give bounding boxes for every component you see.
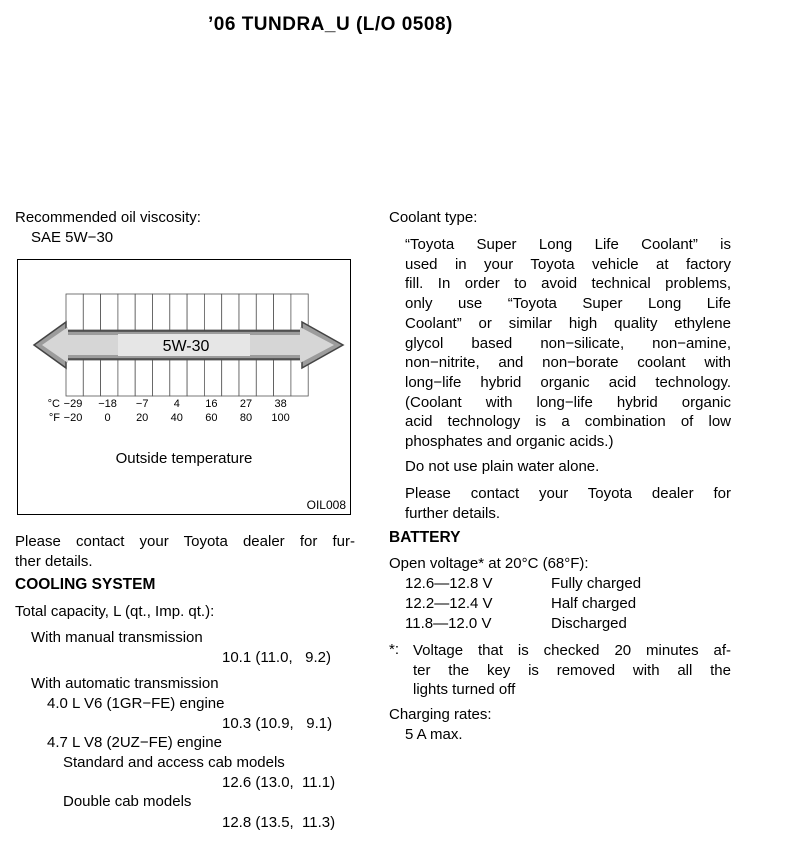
figure-id: OIL008 (306, 498, 346, 512)
celsius-tick-label: 4 (173, 398, 180, 410)
open-voltage-label: Open voltage* at 20°C (68°F): (389, 555, 589, 572)
oil-viscosity-label: Recommended oil viscosity: (15, 209, 201, 226)
footnote-mark: *: (389, 641, 400, 658)
grid-cell-top (187, 294, 204, 330)
celsius-tick-label: 38 (274, 398, 287, 410)
total-capacity-label: Total capacity, L (qt., Imp. qt.): (15, 603, 215, 620)
coolant-type-label: Coolant type: (389, 209, 478, 226)
standard-cab-label: Standard and access cab models (63, 754, 285, 771)
viscosity-chart (18, 260, 350, 514)
oil-viscosity-value: SAE 5W−30 (31, 229, 114, 246)
charging-rates-label: Charging rates: (389, 706, 492, 723)
fahrenheit-tick-label: 100 (271, 412, 290, 424)
v6-engine-label: 4.0 L V6 (1GR−FE) engine (47, 695, 225, 712)
manual-transmission-label: With manual transmission (31, 629, 203, 646)
battery-status-2: Half charged (551, 595, 637, 612)
oil-contact-note: Please contact your Toyota dealer for fur- ther details. (15, 533, 355, 570)
grid-cell-bottom (66, 360, 83, 396)
grid-cell-top (256, 294, 273, 330)
double-cab-label: Double cab models (63, 793, 192, 810)
battery-status-3: Discharged (551, 615, 627, 632)
celsius-tick-label: 27 (239, 398, 253, 410)
grid-cell-top (239, 294, 256, 330)
fahrenheit-unit-label: °F (48, 412, 60, 424)
grid-cell-top (222, 294, 239, 330)
battery-heading: BATTERY (389, 529, 461, 546)
grid-cell-bottom (204, 360, 221, 396)
v8-engine-label: 4.7 L V8 (2UZ−FE) engine (47, 734, 222, 751)
celsius-tick-label: 16 (205, 398, 218, 410)
celsius-unit-label: °C (47, 398, 60, 410)
celsius-tick-label: −29 (63, 398, 83, 410)
charging-rates-value: 5 A max. (405, 726, 463, 743)
voltage-footnote: Voltage that is checked 20 minutes af- ter the key is removed with all the lights turned off (413, 642, 731, 699)
battery-voltage-3: 11.8—12.0 V (405, 615, 492, 632)
temperature-ticks (48, 398, 290, 424)
grid-cell-top (153, 294, 170, 330)
grid-cell-top (204, 294, 221, 330)
grid-cell-bottom (239, 360, 256, 396)
grid-cell-bottom (187, 360, 204, 396)
manual-transmission-value: 10.1 (11.0, 9.2) (222, 649, 331, 666)
battery-voltage-2: 12.2—12.4 V (405, 595, 493, 612)
coolant-contact-note: Please contact your Toyota dealer for further details. (405, 485, 731, 522)
grid-cell-top (83, 294, 100, 330)
fahrenheit-tick-label: 20 (136, 412, 149, 424)
grid-cell-top (170, 294, 187, 330)
v6-engine-value: 10.3 (10.9, 9.1) (222, 715, 333, 732)
coolant-description: “Toyota Super Long Life Coolant” is used in your Toyota vehicle at factory fill. In order to avoid technical problems, only use “Toyota Super Long Life Coolant” or similar high quality ethylene glycol based non−silicate, non−amine, non−nitrite, and non−borate coolant with long−life hybrid organic acid technology. (Coolant with long−life hybrid organic acid technology is a combination of low phosphates and organic acids.) (405, 236, 731, 451)
grid-cell-top (66, 294, 83, 330)
plain-water-warning: Do not use plain water alone. (405, 458, 600, 475)
grid-cell-top (101, 294, 118, 330)
grid-cell-top (118, 294, 135, 330)
double-cab-value: 12.8 (13.5, 11.3) (222, 814, 336, 831)
grid-cell-bottom (83, 360, 100, 396)
page-title: ’06 TUNDRA_U (L/O 0508) (208, 14, 453, 35)
grid-cell-bottom (118, 360, 135, 396)
fahrenheit-tick-label: 60 (205, 412, 218, 424)
oil-viscosity-figure (17, 259, 351, 515)
grid-cell-bottom (170, 360, 187, 396)
fahrenheit-tick-label: 0 (104, 412, 111, 424)
battery-status-1: Fully charged (551, 575, 642, 592)
grid-cell-bottom (135, 360, 152, 396)
grid-cell-bottom (256, 360, 273, 396)
figure-caption: Outside temperature (115, 450, 253, 467)
grid-cell-bottom (101, 360, 118, 396)
standard-cab-value: 12.6 (13.0, 11.1) (222, 774, 336, 791)
celsius-tick-label: −18 (98, 398, 117, 410)
grid-cell-bottom (153, 360, 170, 396)
grid-cell-bottom (222, 360, 239, 396)
grid-cell-top (135, 294, 152, 330)
battery-voltage-1: 12.6—12.8 V (405, 575, 493, 592)
viscosity-band-label: 5W-30 (162, 338, 210, 355)
cooling-system-heading: COOLING SYSTEM (15, 576, 156, 593)
automatic-transmission-label: With automatic transmission (31, 675, 219, 692)
celsius-tick-label: −7 (135, 398, 149, 410)
fahrenheit-tick-label: 40 (170, 412, 183, 424)
grid-cell-bottom (274, 360, 291, 396)
fahrenheit-tick-label: 80 (239, 412, 253, 424)
grid-cell-top (274, 294, 291, 330)
fahrenheit-tick-label: −20 (63, 412, 83, 424)
